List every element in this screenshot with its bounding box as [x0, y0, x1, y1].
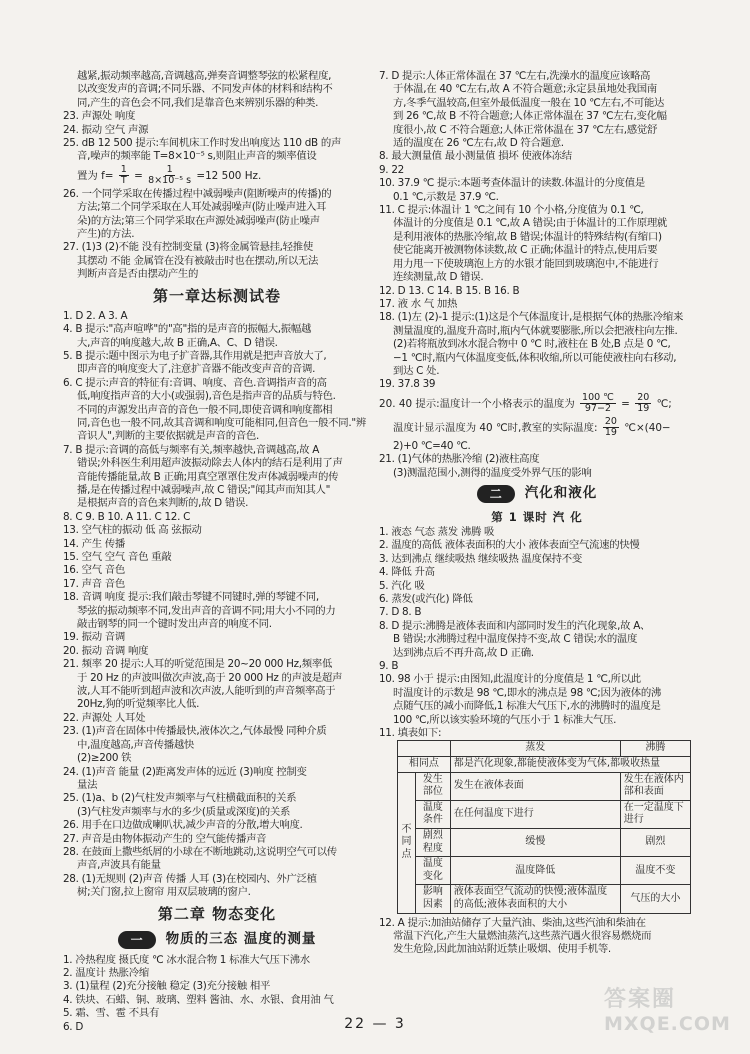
text-line: 波,人耳不能听到超声波和次声波,人能听到的声音频率高于 [77, 685, 336, 698]
text-line: 以改变发声的音调;不同乐器、不同发声体的材料和结构不 [77, 83, 333, 96]
row-label: 影响因素 [416, 885, 451, 913]
text-line: 错误;外科医生利用超声波振动除去人体内的结石是利用了声 [77, 457, 343, 470]
answer-24: 24. 振动 空气 声源 [63, 123, 149, 136]
text-line: 1. D 2. A 3. A [63, 309, 128, 322]
text-line: 敲击钢琴的同一个键时发出声音的响度不同. [77, 618, 272, 631]
text-line: 判断声音是否由摆动产生的 [77, 268, 199, 281]
text-line: (3)测温范围小,测得的温度受外界气压的影响 [393, 466, 592, 479]
right-column [379, 70, 695, 957]
text-line: 音,噪声的频率能 T=8×10⁻⁵ s,则阻止声音的频率值设 [77, 150, 317, 163]
numerator: 100 ℃ [582, 392, 614, 404]
watermark-logo-text: 答案圈 [604, 987, 677, 1012]
table-row [398, 829, 691, 857]
left-column [63, 70, 371, 1034]
text-line: 树;关门窗,拉上窗帘 用双层玻璃的窗户. [77, 886, 251, 899]
chapter-title: 第二章 物态变化 [157, 904, 277, 923]
table-cell: 液体表面空气流动的快慢;液体温度的高低;液体表面积的大小 [450, 885, 620, 913]
text-line: 产生)的方法. [77, 228, 135, 241]
table-corner [398, 741, 451, 757]
text-line: 3. 达到沸点 继续吸热 继续吸热 温度保持不变 [379, 552, 582, 565]
text-line: 26. 用手在口边做成喇叭状,减少声音的分散,增大响度. [63, 819, 303, 832]
page-number: 22 — 3 [344, 1016, 406, 1032]
section-title: 物质的三态 温度的测量 [165, 930, 317, 947]
fraction [603, 417, 619, 438]
text-line: 音能传播能量,故 B 正确;用真空罩罩住发声体减弱噪声的传 [77, 470, 339, 483]
text-line: 2)+0 ℃=40 ℃. [393, 439, 471, 452]
text-line: (2)≥200 铁 [77, 752, 132, 765]
text-line: 体温计的分度值是 0.1 ℃,故 A 错误;由于体温计的工作原理就 [393, 217, 668, 230]
text-line: 0.1 ℃,示数是 37.9 ℃. [393, 190, 499, 203]
text-line: −1 ℃时,瓶内气体温度变低,体积收缩,所以可能使液柱向右移动, [393, 351, 677, 364]
text-line: 2. 温度的高低 液体表面积的大小 液体表面空气流速的快慢 [379, 539, 640, 552]
formula-line [63, 164, 371, 188]
row-label: 相同点 [398, 757, 451, 773]
text-line: 4. 降低 升高 [379, 566, 435, 579]
row-group-label: 不同点 [398, 772, 416, 913]
answer-23: 23. 声源处 响度 [63, 110, 136, 123]
text-line: 越紧,振动频率越高,音调越高,弹奏音调整琴弦的松紧程度, [77, 70, 332, 82]
section-header [379, 482, 695, 506]
text-line: 方,冬季气温较高,但室外最低温度一般在 10 ℃左右,不可能达 [393, 96, 665, 109]
text-line: 其摆动 不能 金属管在没有被敲击时也在摆动,所以无法 [77, 254, 319, 267]
formula-suffix: ℃×(40− [624, 421, 671, 434]
text-line: 18. 音调 响度 提示:我们敲击琴键不同键时,弹的琴键不同, [63, 591, 319, 604]
table-row [398, 741, 691, 757]
text-line: 于 20 Hz 的声波叫做次声波,高于 20 000 Hz 的声波是超声 [77, 671, 343, 684]
table-cell: 气压的大小 [620, 885, 690, 913]
text-line: 11. 填表如下: [379, 727, 442, 740]
text-line: 6. 蒸发(或汽化) 降低 [379, 593, 473, 605]
table-cell: 发生在液体表面 [450, 772, 620, 800]
text-line: 4. 铁块、石蜡、铜、玻璃、塑料 酱油、水、水银、食用油 气 [63, 993, 334, 1006]
formula-prefix: 温度计显示温度为 40 ℃时,教室的实际温度: [393, 421, 598, 434]
text-line: 7. D 提示:人体正常体温在 37 ℃左右,洗澡水的温度应该略高 [379, 70, 651, 82]
section-number-badge: 一 [118, 931, 156, 949]
answer-26: 26. 一个同学采取在传播过程中减弱噪声(阻断噪声的传播)的 [63, 187, 332, 200]
denominator: 19 [637, 403, 650, 415]
text-line: 15. 空气 空气 音色 重敲 [63, 551, 172, 563]
text-line: 100 ℃,所以该实验环境的气压小于 1 标准大气压. [393, 713, 617, 726]
text-line: 8. D 提示:沸腾是液体表面和内部同时发生的汽化现象,故 A、 [379, 619, 651, 632]
fraction [119, 165, 129, 186]
text-line: 达到沸点后不再升高,故 D 正确. [393, 646, 534, 659]
fraction [635, 393, 651, 414]
text-line: 声音,声波具有能量 [77, 859, 161, 872]
text-line: 28. (1)无规则 (2)声音 传播 人耳 (3)在校园内、外广泛植 [63, 872, 317, 885]
formula-prefix: 20. 40 提示:温度计一个小格表示的温度为 [379, 397, 575, 410]
text-line: 播,是在传播过程中减弱噪声,故 C 错误;"闻其声而知其人" [77, 483, 331, 496]
text-line: 10. 37.9 ℃ 提示:本题考查体温计的读数.体温计的分度值是 [379, 177, 645, 190]
fraction [148, 165, 191, 186]
text-line: 琴弦的振动频率不同,发出声音的音调不同;用大小不同的力 [77, 604, 336, 617]
numerator: 1 [120, 164, 127, 176]
text-line: 大,声音的响度越大,故 B 正确,A、C、D 错误. [77, 336, 278, 349]
text-line: 方法;第二个同学采取在人耳处减弱噪声(防止噪声进入耳 [77, 201, 327, 214]
section-header [63, 928, 371, 952]
table-cell: 缓慢 [450, 829, 620, 857]
text-line: (3)气柱发声频率与水的多少(质量或深度)的关系 [77, 805, 291, 818]
denominator: T [120, 175, 127, 187]
text-line: 12. D 13. C 14. B 15. B 16. B [379, 284, 520, 297]
text-line: 24. (1)声音 能量 (2)距离发声体的远近 (3)响度 控制变 [63, 765, 307, 778]
row-label: 剧烈程度 [416, 829, 451, 857]
watermark [604, 982, 744, 1048]
text-line: 到 26 ℃,故 B 不符合题意;人体正常体温在 37 ℃左右,变化幅 [393, 110, 667, 123]
text-line: 测量温度的,温度升高时,瓶内气体就要膨胀,所以会把液柱向左推. [393, 324, 678, 337]
watermark-url: MXQE.COM [604, 1013, 731, 1035]
text-line: 18. (1)左 (2)-1 提示:(1)这是个气体温度计,是根据气体的热胀冷缩来 [379, 311, 684, 324]
text-line: 10. 98 小于 提示:由图知,此温度计的分度值是 1 ℃,所以此 [379, 673, 641, 686]
table-row [398, 885, 691, 913]
text-line: (2)若将瓶放到冰水混合物中 0 ℃ 时,液柱在 B 处,B 点是 0 ℃, [393, 338, 671, 351]
text-line: 适的温度在 26 ℃左右,故 D 符合题意. [393, 137, 564, 150]
section-title: 汽化和液化 [524, 485, 598, 502]
header-evaporation: 蒸发 [450, 741, 620, 757]
text-line: 5. B 提示:题中图示为电子扩音器,其作用就是把声音放大了, [63, 349, 327, 362]
text-line: 9. 22 [379, 163, 404, 176]
text-line: 21. 频率 20 提示:人耳的听觉范围是 20~20 000 Hz,频率低 [63, 658, 333, 671]
text-line: 同,产生的音色会不同,我们是靠音色来辨别乐器的种类. [77, 96, 319, 109]
text-line: 连续测量,故 D 错误. [393, 271, 484, 284]
fraction [580, 393, 616, 414]
denominator: 19 [604, 427, 617, 439]
formula-line [379, 392, 695, 416]
text-line: 6. D [63, 1020, 84, 1033]
table-cell: 在任何温度下进行 [450, 800, 620, 828]
text-line: 到达 C 处. [393, 364, 440, 377]
formula-eq: = [134, 169, 143, 182]
text-line: 4. B 提示:"高声喧哗"的"高"指的是声音的振幅大,振幅越 [63, 323, 312, 336]
row-label: 温度条件 [416, 800, 451, 828]
text-line: 同,音色也一般不同,故其音调和响度可能相同,但音色一般不同."辨 [77, 416, 366, 429]
text-line: 28. 在鼓面上撒些纸屑的小球在不断地跳动,这说明空气可以传 [63, 845, 337, 858]
table-cell: 都是汽化现象,都能使液体变为气体,都吸收热量 [450, 757, 690, 773]
text-line: 中,温度越高,声音传播越快 [77, 738, 195, 751]
section-number-badge: 二 [477, 485, 515, 503]
formula-prefix: 置为 f= [77, 169, 114, 182]
text-line: 发生危险,因此加油站附近禁止吸烟、使用手机等. [393, 943, 611, 956]
text-line: B 错误;水沸腾过程中温度保持不变,故 C 错误;水的温度 [393, 633, 638, 646]
table-row [398, 757, 691, 773]
text-line: 8. 最大测量值 最小测量值 損坏 使液体冻结 [379, 150, 572, 163]
denominator: 8×10⁻⁵ s [148, 175, 192, 187]
table-row [398, 857, 691, 885]
text-line: 25. (1)a、b (2)气柱发声频率与气柱横截面积的关系 [63, 792, 297, 805]
text-line: 19. 37.8 39 [379, 378, 436, 391]
text-line: 度很小,故 C 不符合题意;人体正常体温在 37 ℃左右,感觉舒 [393, 123, 658, 136]
text-line: 即声音的响度变大了,注意扩音器不能改变声音的音调. [77, 363, 316, 376]
text-line: 1. 冷热程度 摄氏度 ℃ 冰水混合物 1 标准大气压下沸水 [63, 953, 310, 966]
text-line: 7. B 提示:音调的高低与频率有关,频率越快,音调越高,故 A [63, 443, 320, 456]
table-cell: 温度不变 [620, 857, 690, 885]
text-line: 5. 汽化 吸 [379, 579, 425, 592]
row-label: 发生部位 [416, 772, 451, 800]
answer-25: 25. dB 12 500 提示:车间机床工作时发出响度达 110 dB 的声 [63, 137, 342, 150]
text-line: 17. 液 水 气 加热 [379, 297, 458, 310]
text-line: 朵)的方法;第三个同学采取在声源处减弱噪声(防止噪声 [77, 214, 320, 227]
text-line: 量法 [77, 778, 98, 791]
text-line: 2. 温度计 热胀冷缩 [63, 966, 149, 979]
table-row [398, 800, 691, 828]
text-line: 14. 产生 传播 [63, 537, 125, 550]
text-line: 17. 声音 音色 [63, 577, 125, 590]
numerator: 20 [604, 416, 617, 428]
header-boiling: 沸腾 [620, 741, 690, 757]
text-line: 时温度计的示数是 98 ℃,即水的沸点是 98 ℃;因为液体的沸 [393, 686, 662, 699]
text-line: 点随气压的减小而降低,1 标准大气压下,水的沸腾时的温度是 [393, 700, 661, 713]
text-line: 23. (1)声音在固体中传播最快,液体次之,气体最慢 同种介质 [63, 725, 327, 738]
table-cell: 温度降低 [450, 857, 620, 885]
text-line: 19. 振动 音调 [63, 631, 125, 644]
formula-result: =12 500 Hz. [196, 169, 262, 182]
answer-27: 27. (1)3 (2)不能 没有控制变量 (3)将金属管悬挂,轻推使 [63, 241, 313, 254]
text-line: 7. D 8. B [379, 606, 422, 619]
text-line: 22. 声源处 人耳处 [63, 711, 146, 724]
text-line: 使它能离开被测物体读数,故 C 正确;体温计的特点,使用后要 [393, 244, 658, 257]
text-line: 是根据声音的音色来判断的,故 D 错误. [77, 497, 249, 510]
formula-line [379, 416, 695, 440]
text-line: 27. 声音是由物体振动产生的 空气能传播声音 [63, 832, 267, 845]
text-line: 用力甩一下使玻璃泡上方的水银才能回到玻璃泡中,不能进行 [393, 257, 659, 270]
lesson-title: 第 1 课时 汽 化 [491, 509, 583, 524]
table-cell: 发生在液体内部和表面 [620, 772, 690, 800]
formula-eq: = [621, 397, 630, 410]
formula-unit: ℃; [656, 397, 672, 410]
table-cell: 在一定温度下进行 [620, 800, 690, 828]
text-line: 低,响度指声音的大小(或强弱),音色是指声音的品质与特色. [77, 390, 336, 403]
text-line: 音识人",判断的主要依据就是声音的音色. [77, 430, 260, 443]
denominator: 97−2 [584, 403, 611, 415]
row-label: 温度变化 [416, 857, 451, 885]
text-line: 是利用液体的热胀冷缩,故 B 错误;体温计的特殊结构(有缩口) [393, 230, 662, 243]
section-heading: 第一章达标测试卷 [152, 286, 281, 305]
text-line: 11. C 提示:体温计 1 ℃之间有 10 个小格,分度值为 0.1 ℃, [379, 204, 644, 217]
text-line: 16. 空气 音色 [63, 564, 125, 577]
text-line: 20. 振动 音调 响度 [63, 644, 149, 657]
text-line: 20Hz,狗的听觉频率比人低. [77, 698, 200, 711]
text-line: 1. 液态 气态 蒸发 沸腾 吸 [379, 525, 495, 538]
table-row [398, 772, 691, 800]
table-cell: 剧烈 [620, 829, 690, 857]
text-line: 21. (1)气体的热胀冷缩 (2)液柱高度 [379, 453, 540, 466]
text-line: 6. C 提示:声音的特征有:音调、响度、音色.音调指声音的高 [63, 376, 327, 389]
text-line: 5. 霜、雪、雹 不具有 [63, 1007, 160, 1020]
text-line: 3. (1)量程 (2)充分接触 稳定 (3)充分接触 相平 [63, 980, 271, 993]
text-line: 9. B [379, 660, 399, 673]
text-line: 8. C 9. B 10. A 11. C 12. C [63, 510, 191, 523]
comparison-table [397, 740, 691, 913]
text-line: 13. 空气柱的振动 低 高 弦振动 [63, 524, 202, 537]
text-line: 常温下汽化,产生大量燃油蒸汽,这些蒸汽遇火很容易燃烧而 [393, 930, 652, 942]
text-line: 于体温,在 40 ℃左右,故 A 不符合题意;永定县虽地处我国南 [393, 83, 657, 96]
numerator: 20 [637, 392, 650, 404]
text-line: 12. A 提示:加油站储存了大量汽油、柴油,这些汽油和柴油在 [379, 916, 646, 929]
text-line: 不同的声源发出声音的音色一般不同,即使音调和响度都相 [77, 403, 333, 416]
numerator: 1 [166, 164, 173, 176]
